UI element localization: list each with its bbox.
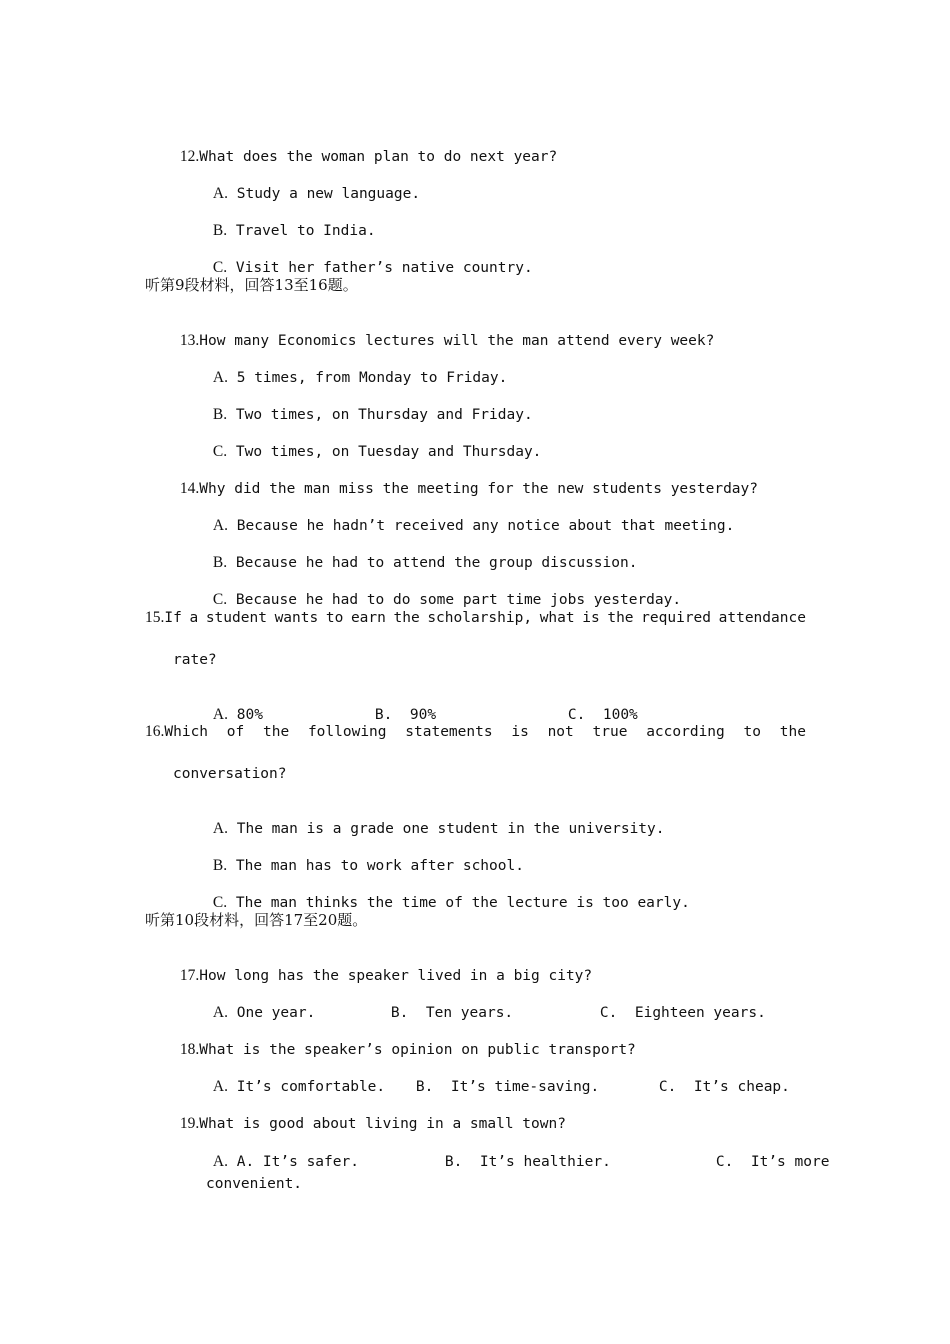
question-word: Which [164,724,209,740]
question-word: is [511,724,529,740]
question-word: student [205,610,267,626]
option-text: 100% [602,707,638,723]
question-word: is [582,610,600,626]
question-number: 19. [179,1115,200,1132]
option-text: It’s comfortable. [236,1079,386,1095]
option-text: Eighteen years. [634,1005,766,1021]
question-word: scholarship, [427,610,533,626]
question-16-continuation: conversation? [173,766,287,782]
option-letter: C. [658,1079,677,1095]
question-word: the [263,724,290,740]
question-word: attendance [718,610,806,626]
question-word: what [539,610,575,626]
option-text: It’s healthier. [479,1154,611,1170]
question-word: wants [274,610,319,626]
option-letter: A. [212,1153,228,1170]
option-letter: C. [212,894,228,911]
option-letter: B. [374,707,393,723]
option-text: Because he had to do some part time jobs yesterday. [235,592,682,608]
question-number: 15. [145,609,165,626]
question-word: statements [405,724,493,740]
option-text: Because he had to attend the group discussion. [235,555,638,571]
option-letter: A. [212,1004,228,1021]
option-text: The man is a grade one student in the university. [236,821,665,837]
option-text: It’s more [750,1154,830,1170]
question-word: to [743,724,761,740]
option-letter: C. [599,1005,618,1021]
question-number: 17. [179,967,200,984]
question-word: the [779,724,806,740]
question-word: the [607,610,634,626]
option-text: Visit her father’s native country. [235,260,533,276]
question-word: true [592,724,628,740]
question-number: 13. [179,332,200,349]
question-number: 18. [179,1041,200,1058]
option-18c [659,1077,790,1097]
option-text: Study a new language. [236,186,421,202]
option-letter: C. [212,259,228,276]
option-19c-continuation: convenient. [206,1176,303,1192]
question-text: What is good about living in a small town? [199,1116,566,1132]
question-word: to [325,610,344,626]
question-word: not [547,724,574,740]
option-text: 90% [409,707,437,723]
question-word: required [641,610,712,626]
option-text: It’s cheap. [693,1079,790,1095]
option-letter: B. [390,1005,409,1021]
question-15 [145,608,806,628]
option-letter: A. [212,1078,228,1095]
option-letter: A. [212,185,228,202]
option-letter: B. [212,857,228,874]
option-text: One year. [236,1005,316,1021]
question-text: How long has the speaker lived in a big city? [199,968,593,984]
question-word: the [393,610,420,626]
section-10-instruction: 听第10段材料，回答17至20题。 [145,911,368,929]
question-text: What is the speaker’s opinion on public transport? [199,1042,636,1058]
option-text: The man has to work after school. [235,858,524,874]
option-19c [716,1152,830,1172]
question-number: 12. [179,148,200,165]
option-letter: A. [212,369,228,386]
question-word: If [164,610,182,626]
option-letter: B. [212,406,228,423]
option-19b [445,1152,716,1172]
section-9-instruction: 听第9段材料，回答13至16题。 [145,276,358,294]
option-19a [213,1152,445,1172]
question-15-continuation: rate? [173,652,217,668]
option-text: Ten years. [425,1005,514,1021]
option-letter: B. [415,1079,434,1095]
option-text: Because he hadn’t received any notice about that meeting. [236,518,735,534]
option-letter: B. [444,1154,463,1170]
option-text: The man thinks the time of the lecture is too early. [235,895,690,911]
option-letter: C. [715,1154,734,1170]
option-letter: A. [212,706,228,723]
question-text: How many Economics lectures will the man attend every week? [199,333,715,349]
option-letter: C. [212,591,228,608]
question-number: 14. [179,480,200,497]
option-text: It’s time-saving. [450,1079,600,1095]
option-text: Two times, on Tuesday and Thursday. [235,444,542,460]
option-letter: C. [212,443,228,460]
question-text: What does the woman plan to do next year? [199,149,558,165]
option-text: A. It’s safer. [236,1154,359,1170]
question-16 [145,722,806,742]
option-text: Two times, on Thursday and Friday. [235,407,533,423]
option-text: 80% [236,707,263,723]
option-text: 5 times, from Monday to Friday. [236,370,508,386]
question-word: according [646,724,725,740]
option-letter: B. [212,222,228,239]
option-letter: C. [567,707,586,723]
option-letter: A. [212,820,228,837]
question-word: of [226,724,245,740]
question-word: following [307,724,387,740]
question-word: earn [350,610,386,626]
option-letter: A. [212,517,228,534]
option-letter: B. [212,554,228,571]
question-word: a [189,610,199,626]
question-text: Why did the man miss the meeting for the new students yesterday? [199,481,758,497]
option-text: Travel to India. [235,223,376,239]
question-number: 16. [145,723,165,740]
